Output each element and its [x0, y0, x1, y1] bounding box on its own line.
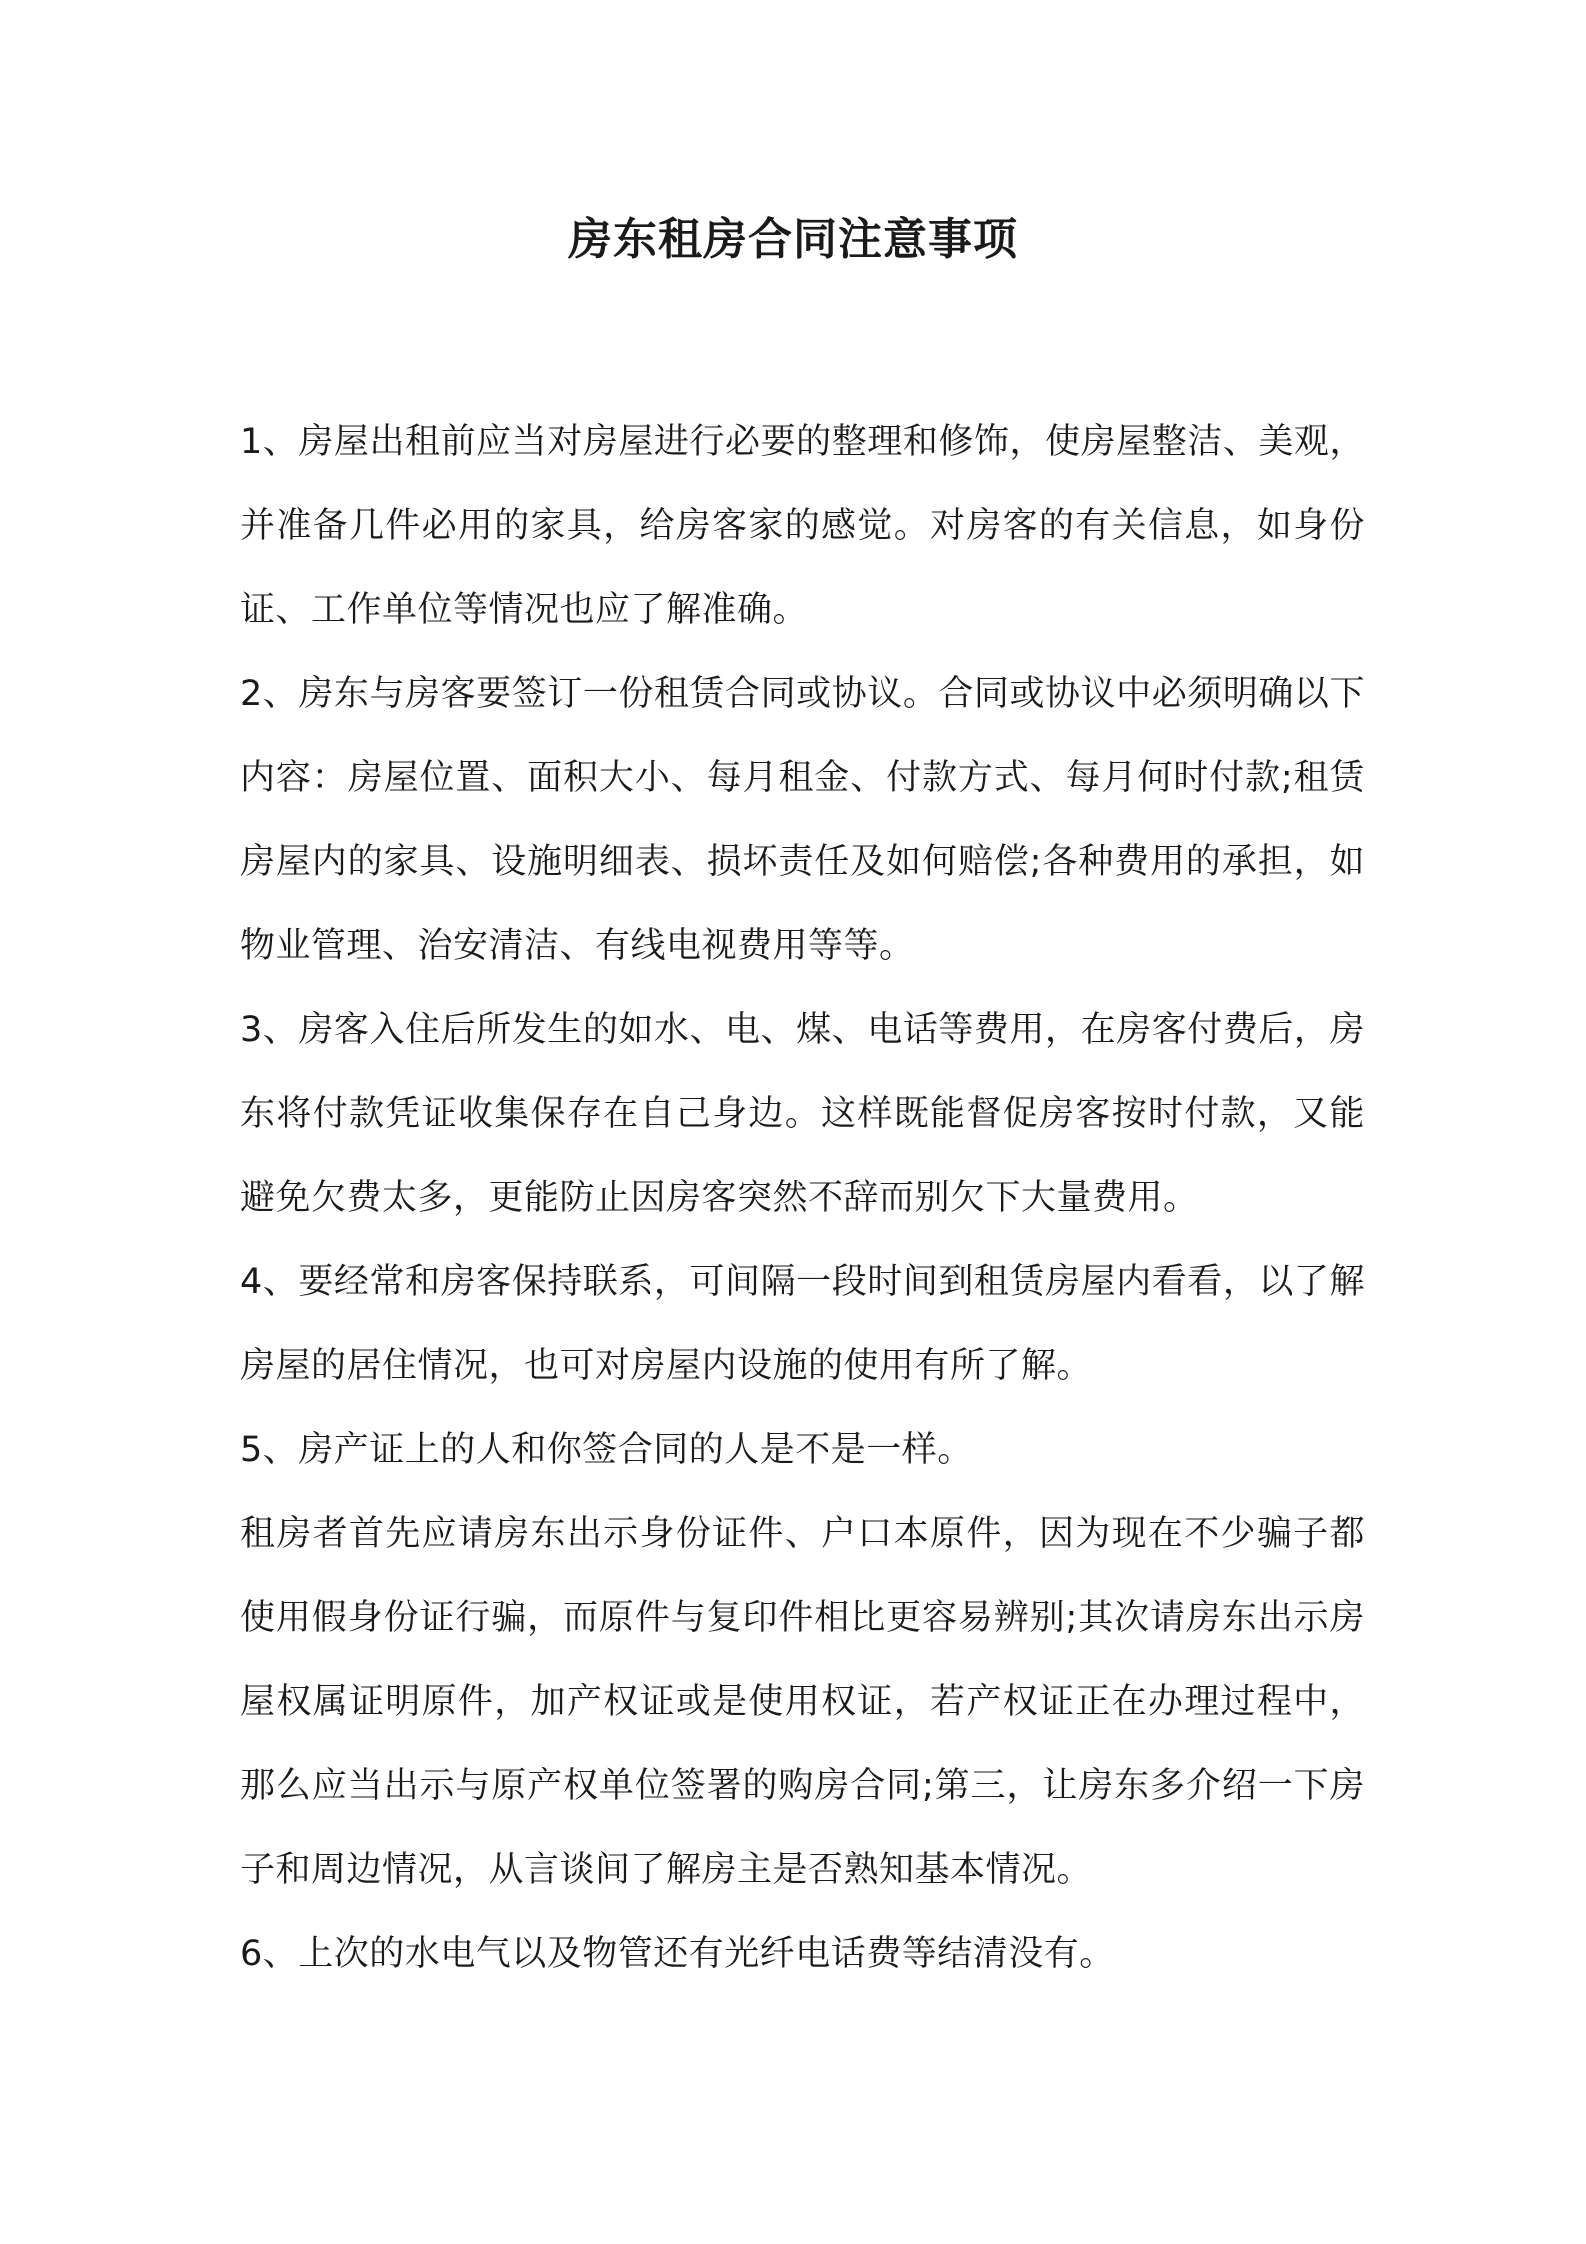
paragraph-4: 4、要经常和房客保持联系，可间隔一段时间到租赁房屋内看看，以了解房屋的居住情况，也可对房屋内设施的使用有所了解。: [240, 1262, 1365, 1386]
document-body: [240, 400, 1365, 1996]
paragraph-2: 2、房东与房客要签订一份租赁合同或协议。合同或协议中必须明确以下内容：房屋位置、面积大小、每月租金、付款方式、每月何时付款;租赁房屋内的家具、设施明细表、损坏责任及如何赔偿;各种费用的承担，如物业管理、治安清洁、有线电视费用等等。: [240, 674, 1365, 966]
paragraph-1: 1、房屋出租前应当对房屋进行必要的整理和修饰，使房屋整洁、美观，并准备几件必用的家具，给房客家的感觉。对房客的有关信息，如身份证、工作单位等情况也应了解准确。: [240, 422, 1365, 630]
paragraph-5-detail: 租房者首先应请房东出示身份证件、户口本原件，因为现在不少骗子都使用假身份证行骗，而原件与复印件相比更容易辨别;其次请房东出示房屋权属证明原件，加产权证或是使用权证，若产权证正在办理过程中，那么应当出示与原产权单位签署的购房合同;第三，让房东多介绍一下房子和周边情况，从言谈间了解房主是否熟知基本情况。: [240, 1514, 1365, 1890]
paragraph-6: 6、上次的水电气以及物管还有光纤电话费等结清没有。: [240, 1934, 1115, 1974]
paragraph-5: 5、房产证上的人和你签合同的人是不是一样。: [240, 1430, 973, 1470]
paragraph-3: 3、房客入住后所发生的如水、电、煤、电话等费用，在房客付费后，房东将付款凭证收集保存在自己身边。这样既能督促房客按时付款，又能避免欠费太多，更能防止因房客突然不辞而别欠下大量费用。: [240, 1010, 1365, 1218]
document-title: 房东租房合同注意事项: [568, 214, 1018, 265]
